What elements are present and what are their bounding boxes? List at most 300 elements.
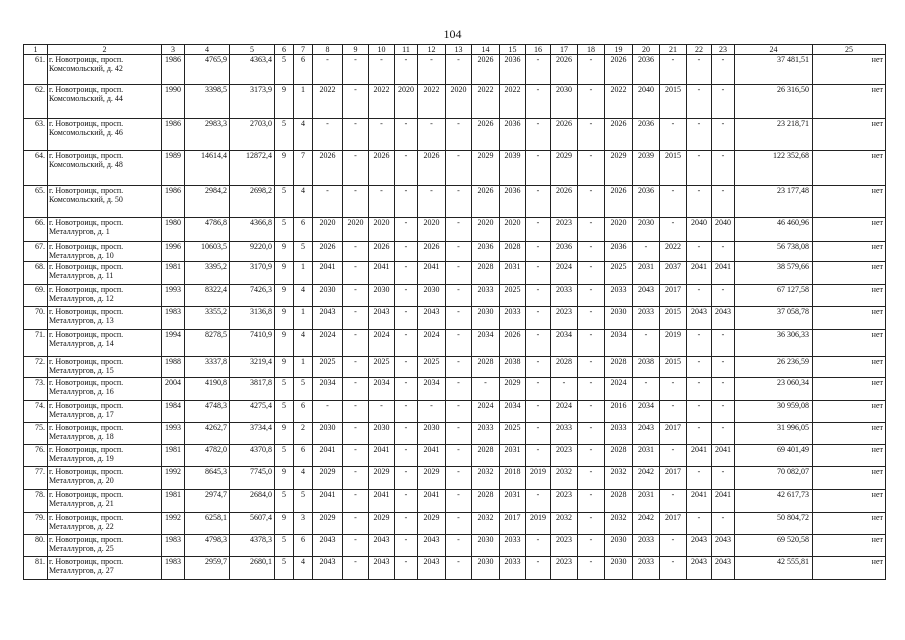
cell-col-14: 2033 <box>472 423 500 445</box>
cell-col-22: 2043 <box>687 535 712 557</box>
cell-col-15: 2034 <box>500 401 526 423</box>
cell-col-12: 2041 <box>418 262 446 285</box>
cell-col-10: 2029 <box>369 467 395 490</box>
cell-col-10: 2043 <box>369 557 395 580</box>
cell-col-8: 2029 <box>313 467 343 490</box>
cell-col-20: 2043 <box>633 285 660 307</box>
cell-col-12: - <box>418 119 446 151</box>
cost-cell: 42 555,81 <box>735 557 813 580</box>
cell-col-7: 5 <box>294 490 313 513</box>
cell-col-20: 2043 <box>633 423 660 445</box>
cell-col-11: - <box>395 285 418 307</box>
row-number: 66. <box>24 218 48 242</box>
cell-col-17: 2028 <box>551 357 578 378</box>
cell-col-12: 2026 <box>418 242 446 262</box>
year-cell: 1986 <box>162 119 185 151</box>
total-area-cell: 3398,5 <box>185 85 230 119</box>
cell-col-23: - <box>712 357 735 378</box>
total-area-cell: 14614,4 <box>185 151 230 186</box>
cell-col-10: 2041 <box>369 445 395 467</box>
cell-col-16: - <box>526 242 551 262</box>
cell-col-13: - <box>446 262 472 285</box>
cell-col-11: - <box>395 119 418 151</box>
cell-col-16: - <box>526 378 551 401</box>
cell-col-7: 4 <box>294 330 313 357</box>
cell-col-18: - <box>578 401 605 423</box>
cell-col-23: 2041 <box>712 262 735 285</box>
year-cell: 1993 <box>162 423 185 445</box>
cell-col-18: - <box>578 357 605 378</box>
cost-cell: 50 804,72 <box>735 513 813 535</box>
cell-col-6: 5 <box>275 119 294 151</box>
column-number-21: 21 <box>660 45 687 55</box>
cell-col-18: - <box>578 262 605 285</box>
cell-col-9: - <box>343 186 369 218</box>
cell-col-7: 3 <box>294 513 313 535</box>
total-area-cell: 8278,5 <box>185 330 230 357</box>
cell-col-9: - <box>343 262 369 285</box>
cell-col-12: - <box>418 401 446 423</box>
cell-col-18: - <box>578 445 605 467</box>
cell-col-20: 2036 <box>633 55 660 85</box>
cell-col-21: - <box>660 119 687 151</box>
cell-col-13: - <box>446 151 472 186</box>
cost-cell: 70 082,07 <box>735 467 813 490</box>
row-number: 74. <box>24 401 48 423</box>
table-row <box>24 490 886 513</box>
table-row <box>24 401 886 423</box>
row-number: 63. <box>24 119 48 151</box>
cell-col-8: 2043 <box>313 307 343 330</box>
cell-col-10: 2026 <box>369 242 395 262</box>
cell-col-19: 2022 <box>605 85 633 119</box>
cell-col-17: 2032 <box>551 467 578 490</box>
cell-col-19: 2033 <box>605 423 633 445</box>
cell-col-12: 2022 <box>418 85 446 119</box>
address-cell: г. Новотроицк, просп. Металлургов, д. 14 <box>48 330 162 357</box>
living-area-cell: 4370,8 <box>230 445 275 467</box>
cell-col-14: 2036 <box>472 242 500 262</box>
row-number: 70. <box>24 307 48 330</box>
total-area-cell: 2983,3 <box>185 119 230 151</box>
cell-col-16: - <box>526 357 551 378</box>
address-cell: г. Новотроицк, просп. Металлургов, д. 13 <box>48 307 162 330</box>
cell-col-11: - <box>395 513 418 535</box>
column-number-10: 10 <box>369 45 395 55</box>
cell-col-19: 2036 <box>605 242 633 262</box>
cell-col-14: 2029 <box>472 151 500 186</box>
cell-col-17: 2023 <box>551 307 578 330</box>
cell-col-14: 2026 <box>472 186 500 218</box>
cell-col-13: - <box>446 535 472 557</box>
cell-col-18: - <box>578 535 605 557</box>
table-row <box>24 557 886 580</box>
cell-col-8: 2020 <box>313 218 343 242</box>
cell-col-8: 2029 <box>313 513 343 535</box>
address-cell: г. Новотроицк, просп. Комсомольский, д. 44 <box>48 85 162 119</box>
cell-col-14: 2034 <box>472 330 500 357</box>
cell-col-22: - <box>687 357 712 378</box>
year-cell: 1988 <box>162 357 185 378</box>
cell-col-16: - <box>526 307 551 330</box>
cell-col-10: 2034 <box>369 378 395 401</box>
cell-col-18: - <box>578 285 605 307</box>
cell-col-10: 2041 <box>369 490 395 513</box>
cell-col-17: 2034 <box>551 330 578 357</box>
address-cell: г. Новотроицк, просп. Комсомольский, д. 42 <box>48 55 162 85</box>
cell-col-13: 2020 <box>446 85 472 119</box>
cell-col-17: 2033 <box>551 423 578 445</box>
cell-col-9: - <box>343 55 369 85</box>
cell-col-22: - <box>687 242 712 262</box>
cell-col-15: 2031 <box>500 445 526 467</box>
table-row <box>24 357 886 378</box>
cell-col-15: 2039 <box>500 151 526 186</box>
cell-col-8: 2026 <box>313 151 343 186</box>
status-cell: нет <box>813 186 886 218</box>
cell-col-20: 2042 <box>633 513 660 535</box>
cell-col-14: 2026 <box>472 119 500 151</box>
cell-col-18: - <box>578 307 605 330</box>
cell-col-12: - <box>418 55 446 85</box>
total-area-cell: 3355,2 <box>185 307 230 330</box>
cell-col-11: - <box>395 490 418 513</box>
cell-col-17: 2024 <box>551 262 578 285</box>
cell-col-15: 2017 <box>500 513 526 535</box>
cell-col-23: - <box>712 119 735 151</box>
living-area-cell: 2680,1 <box>230 557 275 580</box>
cell-col-14: 2028 <box>472 262 500 285</box>
cell-col-16: - <box>526 285 551 307</box>
cell-col-13: - <box>446 401 472 423</box>
cell-col-13: - <box>446 557 472 580</box>
cell-col-7: 1 <box>294 262 313 285</box>
cell-col-7: 6 <box>294 55 313 85</box>
column-number-5: 5 <box>230 45 275 55</box>
cell-col-8: - <box>313 186 343 218</box>
cell-col-7: 4 <box>294 557 313 580</box>
cell-col-9: 2020 <box>343 218 369 242</box>
cell-col-18: - <box>578 467 605 490</box>
cost-cell: 26 236,59 <box>735 357 813 378</box>
year-cell: 1993 <box>162 285 185 307</box>
status-cell: нет <box>813 423 886 445</box>
cell-col-18: - <box>578 151 605 186</box>
cell-col-20: 2036 <box>633 186 660 218</box>
cell-col-20: 2033 <box>633 535 660 557</box>
cell-col-7: 6 <box>294 445 313 467</box>
cell-col-15: 2033 <box>500 535 526 557</box>
cell-col-12: 2025 <box>418 357 446 378</box>
column-number-17: 17 <box>551 45 578 55</box>
cell-col-11: - <box>395 378 418 401</box>
address-cell: г. Новотроицк, просп. Комсомольский, д. 46 <box>48 119 162 151</box>
cell-col-8: 2030 <box>313 423 343 445</box>
cell-col-13: - <box>446 378 472 401</box>
cell-col-10: 2043 <box>369 535 395 557</box>
cell-col-8: 2025 <box>313 357 343 378</box>
cell-col-23: - <box>712 186 735 218</box>
cell-col-7: 4 <box>294 467 313 490</box>
cell-col-13: - <box>446 490 472 513</box>
cell-col-17: 2024 <box>551 401 578 423</box>
cell-col-13: - <box>446 423 472 445</box>
cell-col-14: 2032 <box>472 513 500 535</box>
total-area-cell: 4190,8 <box>185 378 230 401</box>
cell-col-14: 2032 <box>472 467 500 490</box>
year-cell: 1990 <box>162 85 185 119</box>
cell-col-7: 5 <box>294 378 313 401</box>
cell-col-15: 2036 <box>500 55 526 85</box>
cell-col-20: 2030 <box>633 218 660 242</box>
cell-col-17: 2026 <box>551 119 578 151</box>
row-number: 62. <box>24 85 48 119</box>
cell-col-19: 2026 <box>605 55 633 85</box>
cell-col-22: 2043 <box>687 557 712 580</box>
cell-col-15: 2033 <box>500 307 526 330</box>
column-number-7: 7 <box>294 45 313 55</box>
cell-col-23: 2043 <box>712 307 735 330</box>
cell-col-11: - <box>395 307 418 330</box>
cell-col-17: 2026 <box>551 55 578 85</box>
cell-col-23: 2041 <box>712 490 735 513</box>
living-area-cell: 3173,9 <box>230 85 275 119</box>
cell-col-19: 2020 <box>605 218 633 242</box>
cost-cell: 56 738,08 <box>735 242 813 262</box>
cell-col-6: 9 <box>275 85 294 119</box>
total-area-cell: 6258,1 <box>185 513 230 535</box>
cell-col-21: - <box>660 557 687 580</box>
cell-col-12: 2041 <box>418 445 446 467</box>
cell-col-21: - <box>660 186 687 218</box>
year-cell: 1984 <box>162 401 185 423</box>
status-cell: нет <box>813 151 886 186</box>
status-cell: нет <box>813 378 886 401</box>
cell-col-8: 2041 <box>313 490 343 513</box>
cell-col-23: - <box>712 423 735 445</box>
living-area-cell: 7745,0 <box>230 467 275 490</box>
cell-col-9: - <box>343 357 369 378</box>
cell-col-6: 5 <box>275 401 294 423</box>
cell-col-13: - <box>446 330 472 357</box>
column-number-19: 19 <box>605 45 633 55</box>
status-cell: нет <box>813 445 886 467</box>
cell-col-9: - <box>343 445 369 467</box>
cell-col-13: - <box>446 307 472 330</box>
cell-col-19: 2028 <box>605 490 633 513</box>
year-cell: 1983 <box>162 535 185 557</box>
cell-col-23: 2040 <box>712 218 735 242</box>
column-number-24: 24 <box>735 45 813 55</box>
cell-col-7: 4 <box>294 186 313 218</box>
column-number-2: 2 <box>48 45 162 55</box>
cell-col-7: 1 <box>294 85 313 119</box>
cell-col-11: 2020 <box>395 85 418 119</box>
table-row <box>24 330 886 357</box>
cell-col-13: - <box>446 218 472 242</box>
cell-col-23: - <box>712 378 735 401</box>
cell-col-8: 2026 <box>313 242 343 262</box>
cost-cell: 37 058,78 <box>735 307 813 330</box>
cell-col-16: - <box>526 119 551 151</box>
cell-col-19: 2028 <box>605 357 633 378</box>
cell-col-22: - <box>687 330 712 357</box>
cell-col-15: 2031 <box>500 262 526 285</box>
cell-col-11: - <box>395 151 418 186</box>
cell-col-7: 6 <box>294 401 313 423</box>
living-area-cell: 4366,8 <box>230 218 275 242</box>
address-cell: г. Новотроицк, просп. Металлургов, д. 20 <box>48 467 162 490</box>
cell-col-6: 5 <box>275 186 294 218</box>
total-area-cell: 2974,7 <box>185 490 230 513</box>
status-cell: нет <box>813 401 886 423</box>
cell-col-14: 2022 <box>472 85 500 119</box>
cell-col-6: 5 <box>275 378 294 401</box>
cell-col-23: - <box>712 55 735 85</box>
cell-col-21: 2017 <box>660 513 687 535</box>
cell-col-10: - <box>369 119 395 151</box>
cell-col-19: 2030 <box>605 557 633 580</box>
address-cell: г. Новотроицк, просп. Металлургов, д. 10 <box>48 242 162 262</box>
cell-col-19: 2016 <box>605 401 633 423</box>
cell-col-19: 2026 <box>605 186 633 218</box>
status-cell: нет <box>813 55 886 85</box>
cell-col-13: - <box>446 119 472 151</box>
cell-col-21: - <box>660 218 687 242</box>
cell-col-6: 5 <box>275 535 294 557</box>
cell-col-7: 6 <box>294 535 313 557</box>
cost-cell: 23 177,48 <box>735 186 813 218</box>
living-area-cell: 5607,4 <box>230 513 275 535</box>
cell-col-23: - <box>712 85 735 119</box>
cell-col-16: - <box>526 423 551 445</box>
cell-col-22: - <box>687 513 712 535</box>
cell-col-6: 9 <box>275 467 294 490</box>
cell-col-10: 2024 <box>369 330 395 357</box>
table-row <box>24 119 886 151</box>
cell-col-11: - <box>395 423 418 445</box>
year-cell: 1981 <box>162 262 185 285</box>
cell-col-14: - <box>472 378 500 401</box>
cell-col-11: - <box>395 467 418 490</box>
cost-cell: 122 352,68 <box>735 151 813 186</box>
cell-col-18: - <box>578 378 605 401</box>
cell-col-14: 2028 <box>472 445 500 467</box>
column-number-3: 3 <box>162 45 185 55</box>
cell-col-7: 2 <box>294 423 313 445</box>
cell-col-16: - <box>526 186 551 218</box>
cell-col-21: 2019 <box>660 330 687 357</box>
cell-col-20: 2033 <box>633 557 660 580</box>
cell-col-11: - <box>395 445 418 467</box>
cell-col-15: 2036 <box>500 119 526 151</box>
address-cell: г. Новотроицк, просп. Металлургов, д. 16 <box>48 378 162 401</box>
cost-cell: 31 996,05 <box>735 423 813 445</box>
total-area-cell: 3337,8 <box>185 357 230 378</box>
living-area-cell: 3734,4 <box>230 423 275 445</box>
cell-col-18: - <box>578 423 605 445</box>
cell-col-16: 2019 <box>526 467 551 490</box>
cell-col-20: - <box>633 378 660 401</box>
cell-col-23: 2043 <box>712 535 735 557</box>
column-number-18: 18 <box>578 45 605 55</box>
column-number-row <box>24 45 886 55</box>
cell-col-13: - <box>446 242 472 262</box>
table-row <box>24 445 886 467</box>
cell-col-11: - <box>395 262 418 285</box>
cell-col-10: 2029 <box>369 513 395 535</box>
table-row <box>24 423 886 445</box>
year-cell: 2004 <box>162 378 185 401</box>
status-cell: нет <box>813 85 886 119</box>
cell-col-12: 2034 <box>418 378 446 401</box>
living-area-cell: 3219,4 <box>230 357 275 378</box>
cell-col-14: 2026 <box>472 55 500 85</box>
address-cell: г. Новотроицк, просп. Металлургов, д. 25 <box>48 535 162 557</box>
cell-col-22: 2041 <box>687 490 712 513</box>
cost-cell: 38 579,66 <box>735 262 813 285</box>
cell-col-23: - <box>712 330 735 357</box>
status-cell: нет <box>813 218 886 242</box>
cell-col-14: 2024 <box>472 401 500 423</box>
cell-col-13: - <box>446 186 472 218</box>
cell-col-22: 2041 <box>687 262 712 285</box>
cell-col-20: 2031 <box>633 262 660 285</box>
column-number-14: 14 <box>472 45 500 55</box>
column-number-9: 9 <box>343 45 369 55</box>
cost-cell: 46 460,96 <box>735 218 813 242</box>
cell-col-19: 2033 <box>605 285 633 307</box>
cell-col-14: 2030 <box>472 557 500 580</box>
cell-col-9: - <box>343 151 369 186</box>
cell-col-7: 6 <box>294 218 313 242</box>
cell-col-15: 2018 <box>500 467 526 490</box>
cell-col-6: 5 <box>275 445 294 467</box>
cell-col-21: - <box>660 445 687 467</box>
cell-col-6: 9 <box>275 262 294 285</box>
cell-col-11: - <box>395 242 418 262</box>
cell-col-6: 9 <box>275 357 294 378</box>
cell-col-15: 2029 <box>500 378 526 401</box>
cell-col-19: 2024 <box>605 378 633 401</box>
cell-col-7: 1 <box>294 357 313 378</box>
cell-col-12: 2024 <box>418 330 446 357</box>
cell-col-11: - <box>395 401 418 423</box>
row-number: 65. <box>24 186 48 218</box>
cell-col-7: 7 <box>294 151 313 186</box>
year-cell: 1981 <box>162 490 185 513</box>
row-number: 76. <box>24 445 48 467</box>
cell-col-22: - <box>687 186 712 218</box>
cost-cell: 30 959,08 <box>735 401 813 423</box>
cell-col-7: 4 <box>294 119 313 151</box>
row-number: 78. <box>24 490 48 513</box>
cell-col-21: 2037 <box>660 262 687 285</box>
table-row <box>24 378 886 401</box>
address-cell: г. Новотроицк, просп. Металлургов, д. 17 <box>48 401 162 423</box>
cell-col-18: - <box>578 513 605 535</box>
row-number: 71. <box>24 330 48 357</box>
cell-col-14: 2028 <box>472 490 500 513</box>
cell-col-18: - <box>578 490 605 513</box>
total-area-cell: 2959,7 <box>185 557 230 580</box>
cell-col-12: 2030 <box>418 423 446 445</box>
living-area-cell: 4378,3 <box>230 535 275 557</box>
cell-col-20: 2033 <box>633 307 660 330</box>
cell-col-23: 2041 <box>712 445 735 467</box>
cost-cell: 26 316,50 <box>735 85 813 119</box>
total-area-cell: 2984,2 <box>185 186 230 218</box>
